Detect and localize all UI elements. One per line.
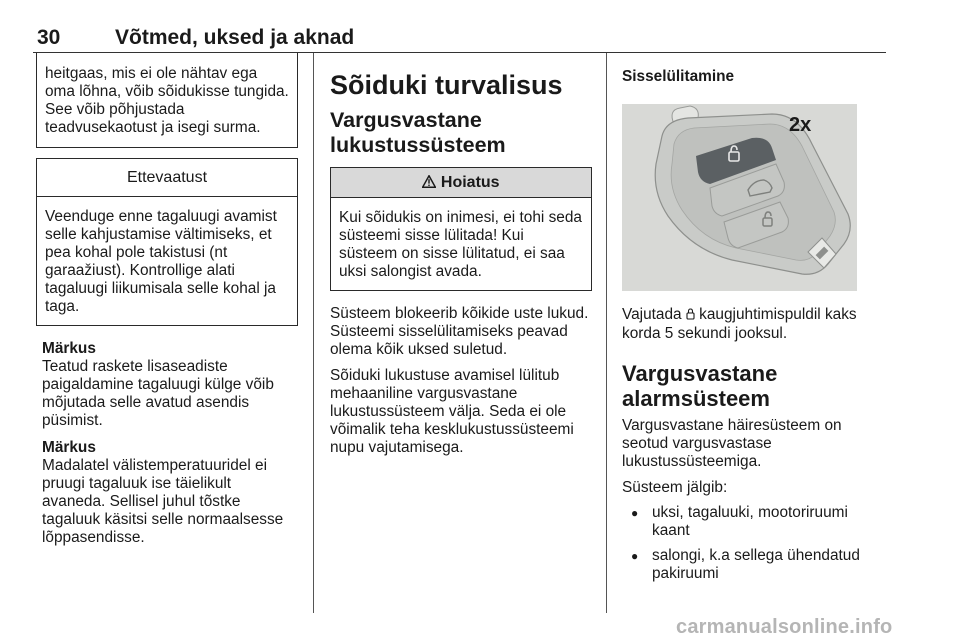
lock-symbol-icon: [686, 307, 695, 325]
caution-text: Veenduge enne tagaluugi avamist selle kahjustamise vältimiseks, et pea kohal pole takistusi (nt garaažiust). Kontrollige alati tagaluugi liikumisala selle kohal ja taga.: [45, 208, 277, 315]
section-heading: Sõiduki turvalisus: [330, 70, 563, 100]
note-text-2: Madalatel välistemperatuuridel ei pruugi tagaluuk ise täielikult avaneda. Sellisel juhul tõstke tagaluuk käsitsi selle normaalsesse lõppasendisse.: [42, 457, 284, 546]
continued-warning-box: [36, 53, 298, 148]
paragraph-1: Süsteem blokeerib kõikide uste lukud. Süsteemi sisselülitamiseks peavad olema kõik uksed suletud.: [330, 305, 589, 358]
activation-text-after: kaugjuhtimispuldil kaks korda 5 sekundi jooksul.: [622, 306, 857, 342]
warning-icon: [422, 174, 440, 191]
page-number: 30: [37, 26, 61, 49]
alarm-heading: Vargusvastane alarmsüsteem: [622, 361, 778, 411]
list-item: ● salongi, k.a sellega ühendatud pakiruumi: [622, 547, 884, 583]
remote-key-illustration: [622, 104, 857, 291]
note-title-2: Märkus: [42, 439, 96, 456]
right-column: [622, 53, 884, 583]
activation-text-before: Vajutada: [622, 306, 686, 323]
paragraph-2: Sõiduki lukustuse avamisel lülitub mehaaniline vargusvastane lukustussüsteem välja. Seda ei ole võimalik teha kesklukustussüsteemi nupu vajutamisega.: [330, 367, 574, 456]
section-subheading: Vargusvastane lukustussüsteem: [330, 108, 506, 157]
caution-box: [36, 158, 298, 326]
column-divider-2: [606, 53, 607, 613]
page-title: Võtmed, uksed ja aknad: [115, 26, 355, 49]
note-title-1: Märkus: [42, 340, 96, 357]
press-count-label: 2x: [789, 114, 812, 136]
list-item: ● uksi, tagaluuki, mootoriruumi kaant: [622, 504, 884, 540]
column-divider-1: [313, 53, 314, 613]
alarm-paragraph-1: Vargusvastane häiresüsteem on seotud vargusvastase lukustussüsteemiga.: [622, 417, 842, 470]
note-text-1: Teatud raskete lisaseadiste paigaldamine tagaluugi külge võib mõjutada selle avatud asendis püsimist.: [42, 358, 274, 429]
continued-warning-text: heitgaas, mis ei ole nähtav ega oma lõhna, võib sõidukisse tungida. See võib põhjustada teadvusekaotust ja isegi surma.: [45, 65, 289, 136]
watermark: carmanualsonline.info: [676, 616, 893, 638]
warning-text: Kui sõidukis on inimesi, ei tohi seda süsteemi sisse lülitada! Kui süsteem on sisse lülitatud, ei saa uksi salongist avada.: [339, 209, 582, 280]
caution-title: Ettevaatust: [37, 159, 297, 197]
activation-instruction: [622, 306, 884, 343]
remote-key-icon: [622, 104, 857, 291]
activation-heading: Sisselülitamine: [622, 68, 735, 85]
alarm-paragraph-2: Süsteem jälgib:: [622, 479, 728, 496]
left-column: [36, 53, 298, 547]
middle-column: [330, 53, 592, 457]
warning-header: [331, 168, 591, 198]
warning-title: Hoiatus: [440, 174, 500, 191]
warning-box: [330, 167, 592, 291]
